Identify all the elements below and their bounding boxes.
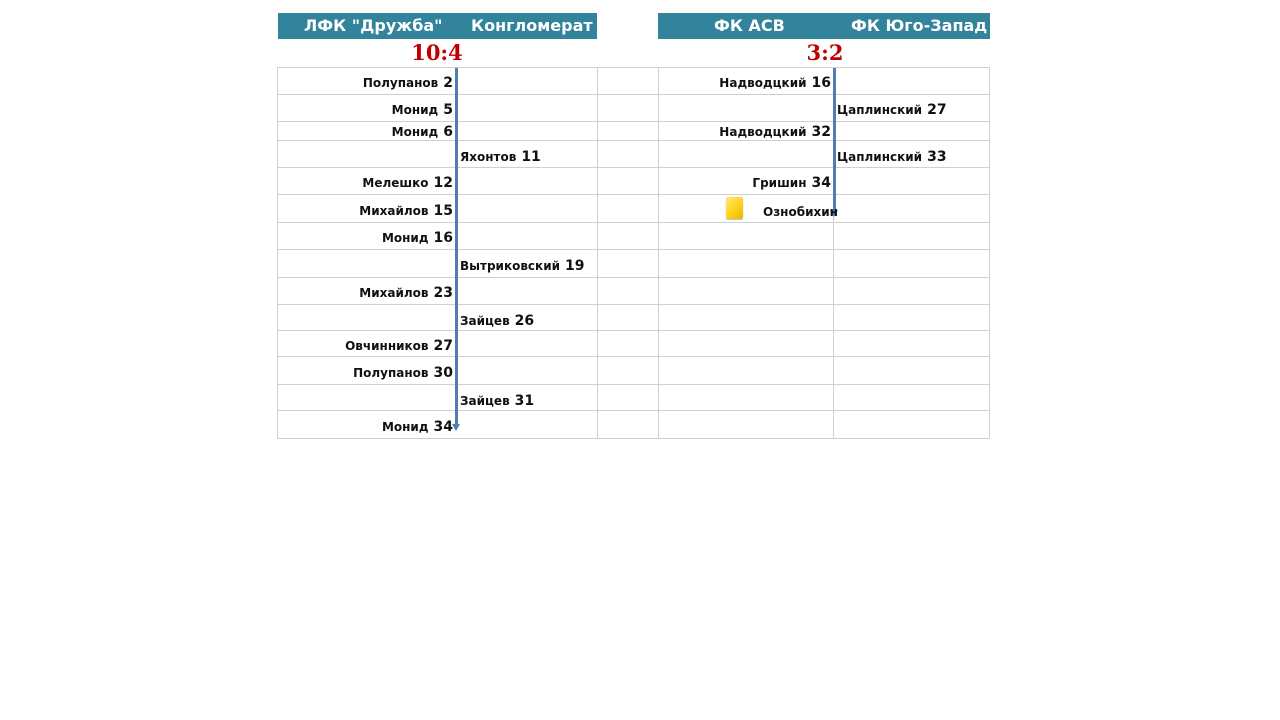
goal-minute: 11 [521,149,541,165]
goal-scorer: Цаплинский [837,150,923,164]
card-player-name: Ознобихин [763,205,838,219]
goal-scorer: Полупанов [353,366,429,380]
events-grid [277,67,990,439]
goal-scorer: Монид [381,420,429,434]
grid-row-line [277,277,990,278]
goal-scorer: Овчинников [345,339,429,353]
grid-row-line [277,222,990,223]
match2-timeline-arrow [833,68,836,211]
match1-home-goal [353,364,453,381]
goal-minute: 16 [433,230,453,246]
grid-row-line [277,410,990,411]
grid-row-line [277,330,990,331]
goal-minute: 30 [433,365,453,381]
match1-header [278,13,597,39]
match2-away-goal [837,101,947,118]
goal-scorer: Гришин [752,176,807,190]
goal-scorer: Надводцкий [719,76,807,90]
goal-minute: 26 [514,313,535,329]
grid-row-line [277,356,990,357]
match2-score: 3:2 [806,40,844,65]
match2-home-goal [719,74,831,91]
match1-away-goal [460,392,534,409]
grid-row-line [277,384,990,385]
goal-scorer: Вытриковский [460,259,561,273]
goal-minute: 2 [443,75,453,91]
match2-away-team: ФК Юго-Запад [851,16,988,35]
goal-scorer: Полупанов [362,76,439,90]
match1-home-goal [392,101,453,118]
match1-home-goal [359,202,453,219]
match2-home-team: ФК АСВ [714,16,785,35]
match1-home-goal [382,418,453,435]
match1-home-goal [382,229,453,246]
yellow-card-icon [726,197,743,219]
goal-scorer: Михайлов [359,204,429,218]
goal-minute: 5 [443,102,453,118]
match1-home-team: ЛФК "Дружба" [304,16,443,35]
goal-scorer: Зайцев [460,314,510,328]
goal-scorer: Михайлов [359,286,429,300]
goal-scorer: Яхонтов [460,150,517,164]
goal-minute: 32 [811,124,831,140]
grid-row-line [277,94,990,95]
match2-away-goal [837,148,947,165]
goal-minute: 27 [927,102,947,118]
grid-row-line [277,194,990,195]
grid-row-line [277,121,990,122]
grid-row-line [277,140,990,141]
match2-header [658,13,990,39]
goal-minute: 31 [514,393,535,409]
match1-away-goal [460,312,534,329]
goal-scorer: Монид [391,103,439,117]
goal-minute: 15 [433,203,453,219]
match1-home-goal [345,337,453,354]
match1-home-goal [363,74,453,91]
goal-minute: 12 [433,175,453,191]
grid-row-line [277,249,990,250]
grid-row-line [277,304,990,305]
goal-scorer: Зайцев [460,394,510,408]
match2-card-player [763,203,838,220]
match2-home-goal [752,174,831,191]
match1-timeline-arrow [455,68,458,425]
goal-minute: 34 [811,175,831,191]
goal-minute: 27 [433,338,453,354]
goal-scorer: Цаплинский [837,103,923,117]
match1-home-goal [362,174,453,191]
goal-minute: 19 [565,258,585,274]
goal-minute: 33 [927,149,947,165]
match1-away-goal [460,148,541,165]
goal-minute: 23 [433,285,453,301]
grid-row-line [277,67,990,68]
match2-home-goal [719,123,831,140]
match1-score: 10:4 [411,40,463,65]
goal-scorer: Монид [381,231,429,245]
match1-home-goal [392,123,453,140]
match1-away-goal [460,257,585,274]
match1-away-team: Конгломерат [471,16,593,35]
goal-scorer: Надводцкий [719,125,807,139]
goal-scorer: Мелешко [362,176,429,190]
goal-minute: 6 [443,124,453,140]
match1-home-goal [359,284,453,301]
grid-row-line [277,167,990,168]
goal-minute: 34 [433,419,453,435]
grid-row-line [277,438,990,439]
goal-scorer: Монид [391,125,439,139]
goal-minute: 16 [811,75,831,91]
